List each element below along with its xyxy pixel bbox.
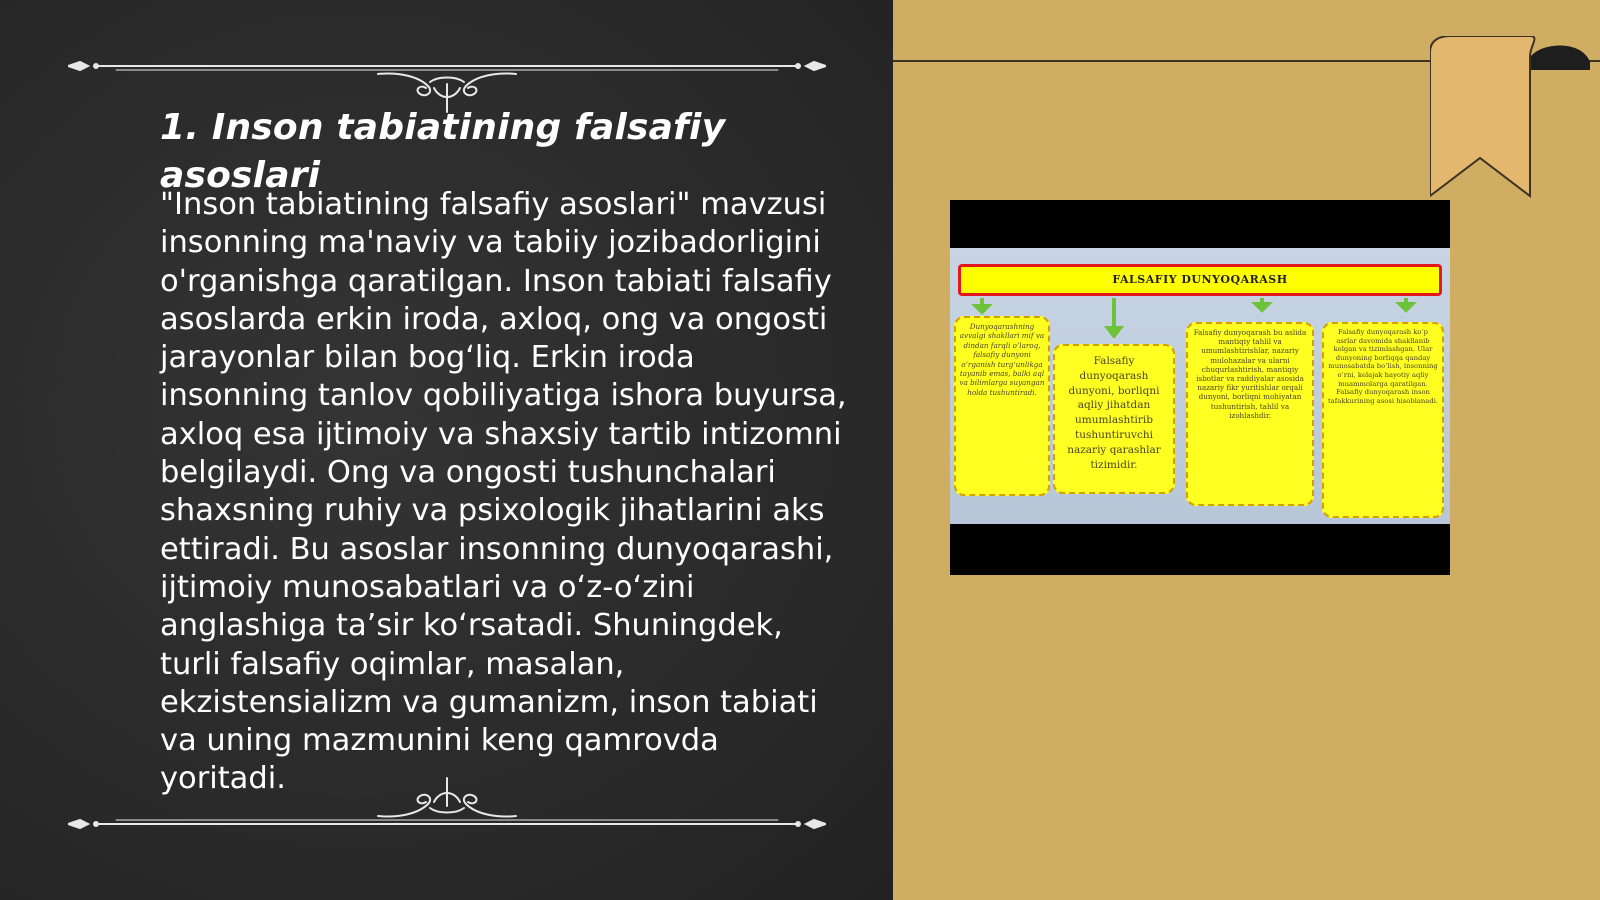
embedded-diagram-image xyxy=(950,200,1450,575)
bottom-flourish-divider xyxy=(68,770,826,830)
diagram-box-2: Falsafiy dunyoqarash dunyoni, borliqni aqliy jihatdan umumlashtirib tushuntiruvchi nazariy qarashlar tizimidir. xyxy=(1053,344,1175,494)
diagram-box-3: Falsafiy dunyoqarash bu aslida mantiqiy tahlil va umumlashtirishlar, nazariy mulohazalar va ularni chuqurlashtirish, mantiqiy isbotlar va raddiyalar asosida nazariy fikr yuritishlar orqali dunyoni, borliqni mohiyatan tushuntirish, tahlil va izohlashdir. xyxy=(1186,322,1314,506)
bookmark-ribbon-icon xyxy=(1430,36,1590,198)
slide-title: 1. Inson tabiatining falsafiy asoslari xyxy=(160,107,726,196)
slide-body-text: "Inson tabiatining falsafiy asoslari" mavzusi insonning ma'naviy va tabiiy jozibadorligini o'rganishga qaratilgan. Inson tabiati falsafiy asoslarda erkin iroda, axloq, ong va ongosti jarayonlar bilan bog‘liq. Erkin iroda insonning tanlov qobiliyatiga ishora buyursa, axloq esa ijtimoiy va shaxsiy tartib intizomni belgilaydi. Ong va ongosti tushunchalari shaxsning ruhiy va psixologik jihatlarini aks ettiradi. Bu asoslar insonning dunyoqarashi, ijtimoiy munosabatlari va o‘z-o‘zini anglashiga ta’sir ko‘rsatadi. Shuningdek, turli falsafiy oqimlar, masalan, ekzistensializm va gumanizm, inson tabiati va uning mazmunini keng qamrovda yoritadi. xyxy=(160,187,847,797)
diagram-canvas xyxy=(950,248,1450,524)
diagram-box-4: Falsafiy dunyoqarash ko‘p asrlar davomida shakllanib kelgan va tizimlashgan. Ular dunyoning borliqqa qanday munosabatda bo‘lish, insonning o‘rni, kelajak hayotiy aqliy muammolarga qaratilgan. Falsafiy dunyoqarash inson tafakkurining asosi hisoblanadi. xyxy=(1322,322,1444,518)
diagram-header: FALSAFIY DUNYOQARASH xyxy=(958,264,1442,296)
diagram-box-1: Dunyoqarashning avvalgi shakllari mif va dindan farqli o‘laroq, falsafiy dunyoni o‘rganish turg‘unlikga tayanib emas, balki aql va bilimlarga suyangan holda tushuntiradi. xyxy=(954,316,1050,496)
